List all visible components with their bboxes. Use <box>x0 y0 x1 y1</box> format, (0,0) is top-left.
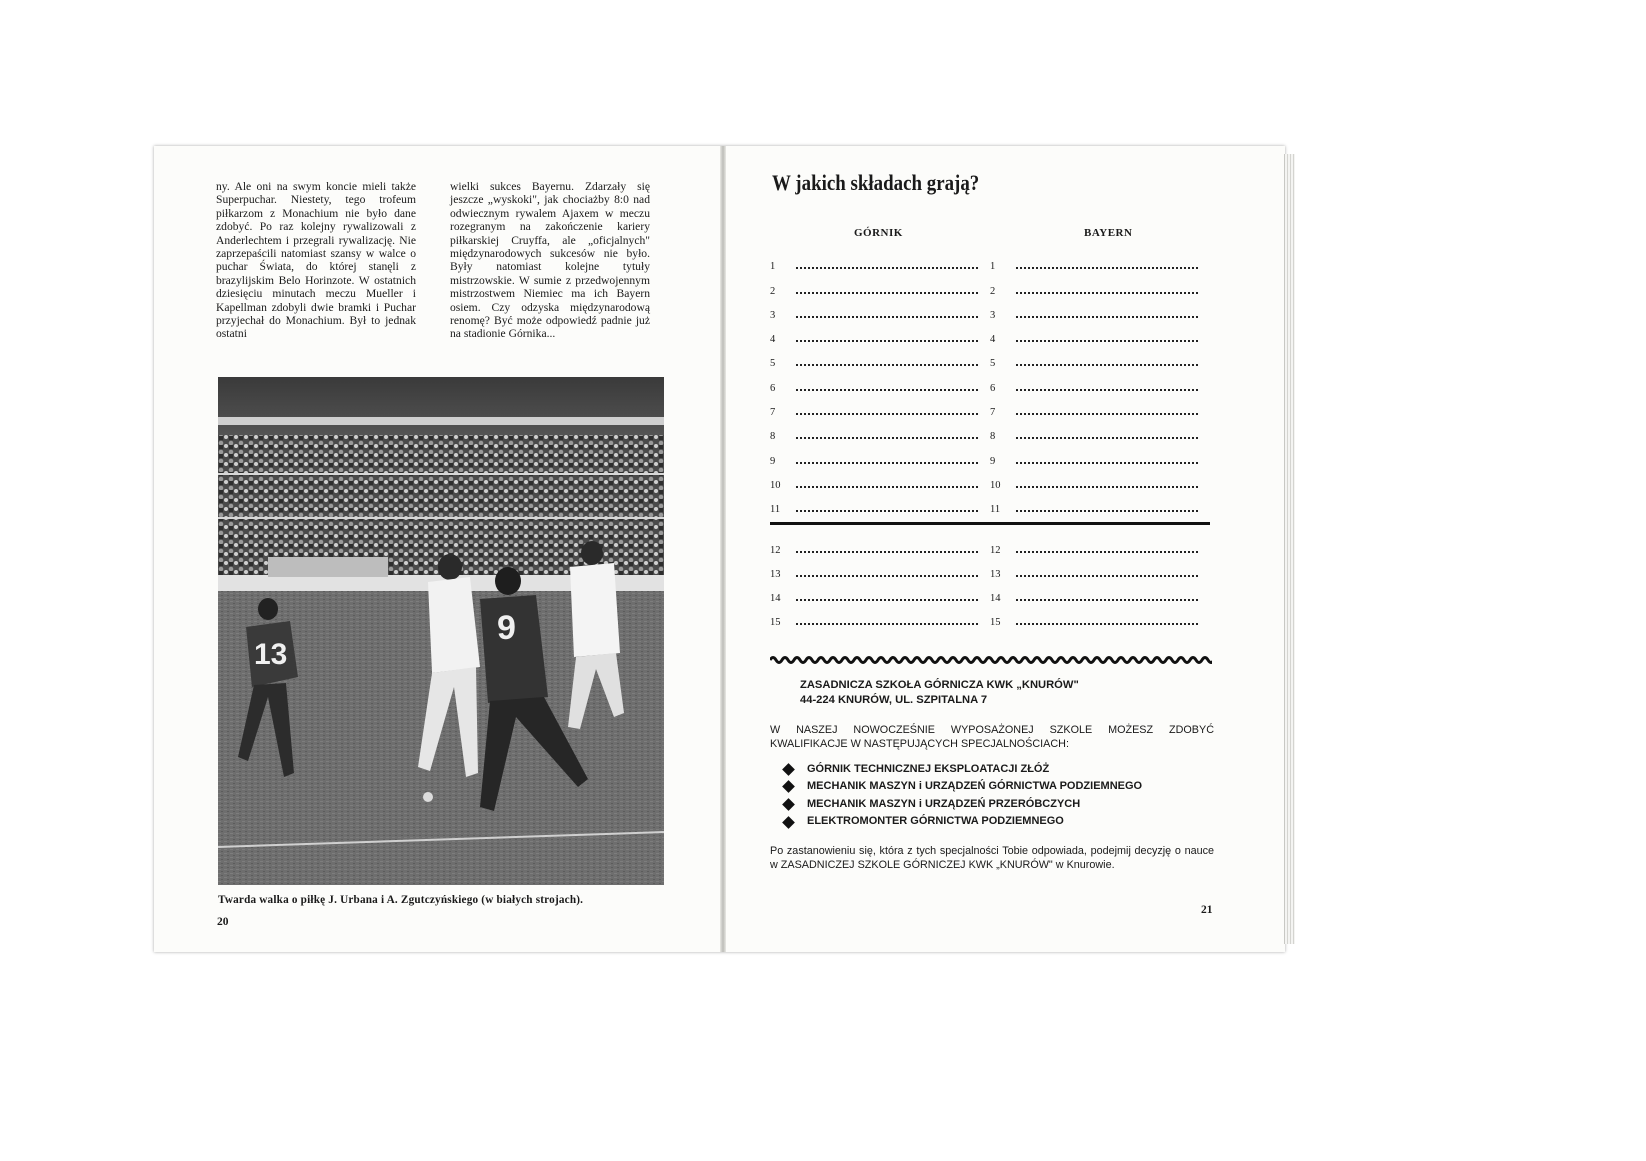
lineup-row <box>770 297 1210 321</box>
dotted-name-line[interactable] <box>796 412 978 415</box>
player-entry-bayern[interactable] <box>990 569 1210 580</box>
dotted-name-line[interactable] <box>796 339 978 342</box>
article-text-2: wielki sukces Bayernu. Zdarzały się jeszcze „wyskoki", jak chociażby 8:0 nad odwiecznym rywalem Ajaxem w meczu rozegranym na zakończenie kariery piłkarskiej Cruyffa, ale „oficjalnych" międzynarodowych sukcesów nie było. Były natomiast kolejne tytuły mistrzowskie. W sumie z przedwojennym mistrzostwem Niemiec ma ich Bayern osiem. Czy odzyska międzynarodową renomę? Być może odpowiedź padnie już na stadionie Górnika... <box>450 180 650 341</box>
dotted-name-line[interactable] <box>796 363 978 366</box>
specialty-item: MECHANIK MASZYN i URZĄDZEŃ PRZERÓBCZYCH <box>784 796 1214 814</box>
dotted-name-line[interactable] <box>1016 363 1198 366</box>
lineup-row <box>770 345 1210 369</box>
lineup-row <box>770 321 1210 345</box>
player-entry-gornik[interactable] <box>770 504 990 515</box>
dotted-name-line[interactable] <box>796 266 978 269</box>
player-number: 11 <box>770 504 781 516</box>
player-entry-gornik[interactable] <box>770 261 990 272</box>
dotted-name-line[interactable] <box>796 598 978 601</box>
player-number: 6 <box>990 382 996 394</box>
player-number: 15 <box>990 617 1001 629</box>
player-entry-bayern[interactable] <box>990 431 1210 442</box>
player-number: 9 <box>770 455 776 467</box>
player-number: 5 <box>990 358 996 370</box>
player-number: 4 <box>770 334 776 346</box>
player-entry-bayern[interactable] <box>990 504 1210 515</box>
player-entry-bayern[interactable] <box>990 286 1210 297</box>
player-number: 10 <box>770 479 781 491</box>
player-entry-gornik[interactable] <box>770 593 990 604</box>
school-ad <box>770 724 1214 873</box>
substitutes-divider <box>770 522 1210 525</box>
dotted-name-line[interactable] <box>1016 509 1198 512</box>
player-entry-gornik[interactable] <box>770 431 990 442</box>
dotted-name-line[interactable] <box>796 574 978 577</box>
player-number: 8 <box>770 431 776 443</box>
dotted-name-line[interactable] <box>1016 550 1198 553</box>
lineup-row <box>770 369 1210 393</box>
dotted-name-line[interactable] <box>796 436 978 439</box>
lineup-row <box>770 442 1210 466</box>
player-entry-gornik[interactable] <box>770 383 990 394</box>
dotted-name-line[interactable] <box>1016 598 1198 601</box>
player-entry-bayern[interactable] <box>990 617 1210 628</box>
specialty-item: ELEKTROMONTER GÓRNICTWA PODZIEMNEGO <box>784 813 1214 831</box>
player-number: 13 <box>770 568 781 580</box>
lineup-form <box>770 248 1210 628</box>
dotted-name-line[interactable] <box>796 550 978 553</box>
dotted-name-line[interactable] <box>796 622 978 625</box>
page-edges <box>1284 154 1295 944</box>
school-address: 44-224 KNURÓW, UL. SZPITALNA 7 <box>800 693 988 706</box>
dotted-name-line[interactable] <box>1016 436 1198 439</box>
lineup-row <box>770 491 1210 515</box>
player-number: 6 <box>770 382 776 394</box>
dotted-name-line[interactable] <box>1016 412 1198 415</box>
player-number: 12 <box>990 544 1001 556</box>
school-intro: W NASZEJ NOWOCZEŚNIE WYPOSAŻONEJ SZKOLE MOŻESZ ZDOBYĆ KWALIFIKACJE W NASTĘPUJĄCYCH SPECJALNOŚCIACH: <box>770 724 1214 750</box>
lineup-row <box>770 580 1210 604</box>
player-number: 4 <box>990 334 996 346</box>
dotted-name-line[interactable] <box>796 461 978 464</box>
photo-caption: Twarda walka o piłkę J. Urbana i A. Zgutczyńskiego (w białych strojach). <box>218 894 584 906</box>
player-entry-bayern[interactable] <box>990 593 1210 604</box>
player-entry-bayern[interactable] <box>990 456 1210 467</box>
dotted-name-line[interactable] <box>796 509 978 512</box>
player-number: 9 <box>990 455 996 467</box>
player-entry-gornik[interactable] <box>770 480 990 491</box>
dotted-name-line[interactable] <box>1016 266 1198 269</box>
school-outro: Po zastanowieniu się, która z tych specjalności Tobie odpowiada, podejmij decyzję o nauce w ZASADNICZEJ SZKOLE GÓRNICZEJ KWK „KNURÓW" w Knurowie. <box>770 844 1214 871</box>
player-number: 5 <box>770 358 776 370</box>
dotted-name-line[interactable] <box>1016 291 1198 294</box>
dotted-name-line[interactable] <box>1016 315 1198 318</box>
lineup-row <box>770 467 1210 491</box>
diamond-bullet-icon <box>782 816 795 829</box>
center-fold <box>720 146 726 952</box>
diamond-bullet-icon <box>782 781 795 794</box>
player-number: 7 <box>990 407 996 419</box>
lineup-row <box>770 272 1210 296</box>
player-number: 13 <box>990 568 1001 580</box>
page-number-right: 21 <box>1201 904 1213 916</box>
player-number: 12 <box>770 544 781 556</box>
player-entry-bayern[interactable] <box>990 480 1210 491</box>
specialty-list <box>784 761 1214 831</box>
team-b-header: BAYERN <box>1084 227 1133 239</box>
player-entry-gornik[interactable] <box>770 456 990 467</box>
player-entry-gornik[interactable] <box>770 334 990 345</box>
player-number: 3 <box>770 309 776 321</box>
dotted-name-line[interactable] <box>796 315 978 318</box>
match-photo <box>218 377 664 885</box>
player-entry-bayern[interactable] <box>990 407 1210 418</box>
player-number: 3 <box>990 309 996 321</box>
lineup-row <box>770 418 1210 442</box>
player-entry-gornik[interactable] <box>770 545 990 556</box>
player-entry-gornik[interactable] <box>770 358 990 369</box>
team-a-header: GÓRNIK <box>854 227 903 239</box>
player-number: 7 <box>770 407 776 419</box>
school-name: ZASADNICZA SZKOŁA GÓRNICZA KWK „KNURÓW" <box>800 679 1079 691</box>
player-number: 8 <box>990 431 996 443</box>
dotted-name-line[interactable] <box>1016 461 1198 464</box>
player-entry-bayern[interactable] <box>990 358 1210 369</box>
lineup-row <box>770 556 1210 580</box>
dotted-name-line[interactable] <box>1016 388 1198 391</box>
player-number: 14 <box>990 593 1001 605</box>
dotted-name-line[interactable] <box>1016 339 1198 342</box>
lineup-row <box>770 531 1210 555</box>
player-entry-gornik[interactable] <box>770 310 990 321</box>
article-text-1: ny. Ale oni na swym koncie mieli także Superpuchar. Niestety, tego trofeum piłkarzom z Monachium nie było dane zdobyć. Po raz kolejny rywalizowali z Anderlechtem i przegrali rywalizację. Nie zaprzepaścili natomiast szansy w walce o puchar Świata, do której stanęli z brazylijskim Belo Horinzote. W ostatnich dziesięciu minutach meczu Mueller i Kapellman zdobyli dwie bramki i Puchar przyjechał do Monachium. Był to jednak ostatni <box>216 180 416 341</box>
player-number: 11 <box>990 504 1001 516</box>
player-entry-gornik[interactable] <box>770 569 990 580</box>
player-entry-gornik[interactable] <box>770 407 990 418</box>
specialty-item: GÓRNIK TECHNICZNEJ EKSPLOATACJI ZŁÓŻ <box>784 761 1214 779</box>
player-entry-bayern[interactable] <box>990 334 1210 345</box>
player-number: 1 <box>770 261 776 273</box>
dotted-name-line[interactable] <box>1016 485 1198 488</box>
wavy-separator <box>770 654 1212 666</box>
lineup-row <box>770 604 1210 628</box>
player-entry-gornik[interactable] <box>770 286 990 297</box>
player-entry-bayern[interactable] <box>990 383 1210 394</box>
player-entry-bayern[interactable] <box>990 310 1210 321</box>
school-header <box>800 678 1079 707</box>
article-column-1 <box>216 180 416 341</box>
player-entry-bayern[interactable] <box>990 261 1210 272</box>
player-entry-bayern[interactable] <box>990 545 1210 556</box>
dotted-name-line[interactable] <box>796 388 978 391</box>
page-title: W jakich składach grają? <box>772 170 980 195</box>
player-number: 14 <box>770 593 781 605</box>
player-number: 1 <box>990 261 996 273</box>
booklet-spread <box>154 146 1285 952</box>
specialty-item: MECHANIK MASZYN i URZĄDZEŃ GÓRNICTWA PODZIEMNEGO <box>784 778 1214 796</box>
dotted-name-line[interactable] <box>796 291 978 294</box>
player-entry-gornik[interactable] <box>770 617 990 628</box>
diamond-bullet-icon <box>782 798 795 811</box>
dotted-name-line[interactable] <box>1016 622 1198 625</box>
dotted-name-line[interactable] <box>796 485 978 488</box>
jersey-number-9: 9 <box>497 609 516 647</box>
article-column-2 <box>450 180 650 341</box>
dotted-name-line[interactable] <box>1016 574 1198 577</box>
player-number: 15 <box>770 617 781 629</box>
page-number-left: 20 <box>217 916 229 928</box>
lineup-row <box>770 248 1210 272</box>
player-number: 2 <box>770 285 776 297</box>
lineup-row <box>770 394 1210 418</box>
jersey-number-13: 13 <box>254 638 288 671</box>
player-number: 10 <box>990 479 1001 491</box>
player-number: 2 <box>990 285 996 297</box>
diamond-bullet-icon <box>782 763 795 776</box>
